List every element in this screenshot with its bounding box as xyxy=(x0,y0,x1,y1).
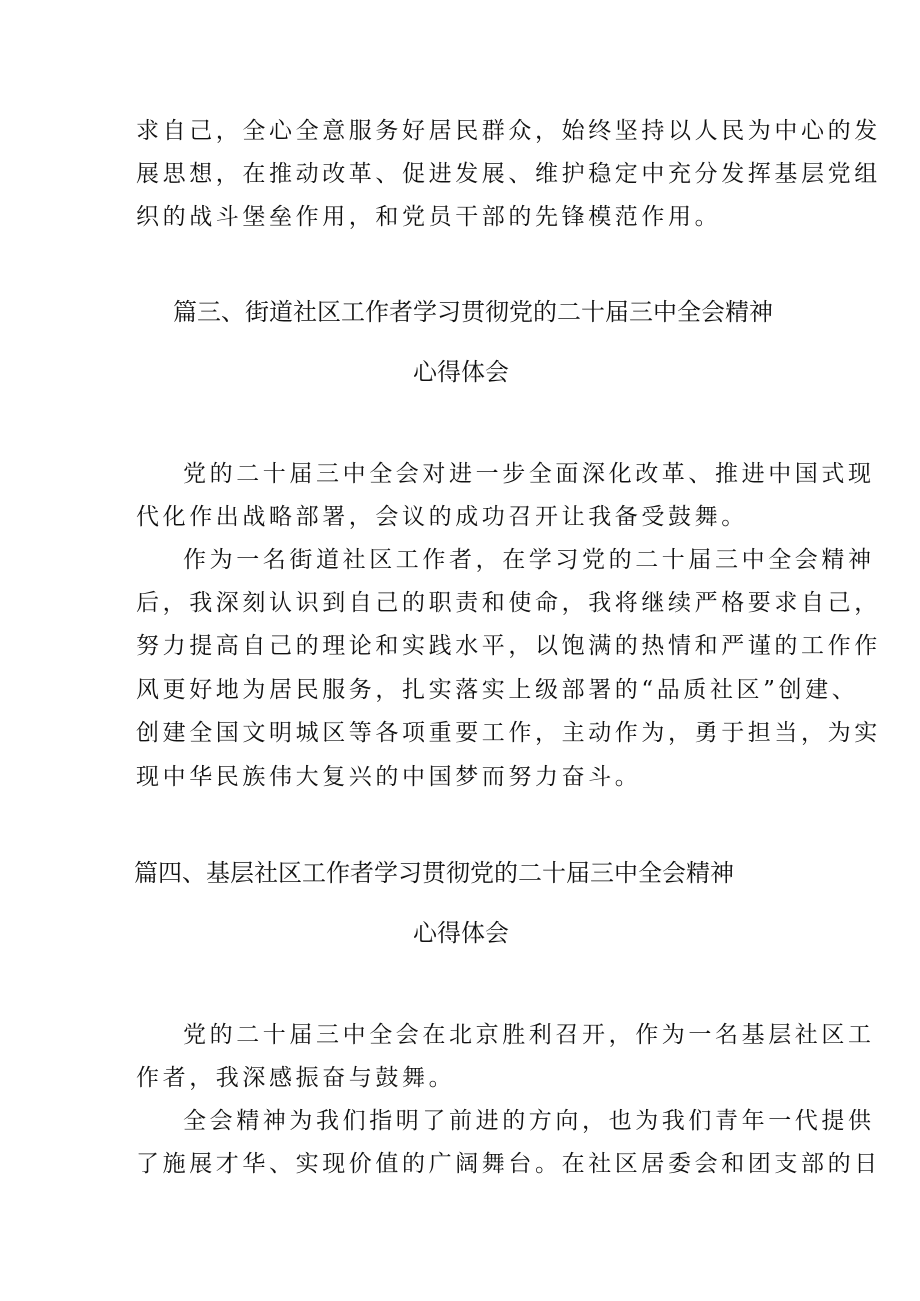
paragraph-line: 现中华民族伟大复兴的中国梦而努力奋斗。 xyxy=(136,764,642,790)
paragraph-line: 作为一名街道社区工作者，在学习党的二十届三中全会精神 xyxy=(183,547,875,573)
section-3-subtitle: 心得体会 xyxy=(413,358,509,386)
paragraph-line: 党的二十届三中全会在北京胜利召开，作为一名基层社区工 xyxy=(183,1022,875,1048)
paragraph-line: 风更好地为居民服务，扎实落实上级部署的“品质社区”创建、 xyxy=(136,677,859,703)
paragraph-line: 求自己，全心全意服务好居民群众，始终坚持以人民为中心的发 xyxy=(136,118,881,144)
paragraph-line: 党的二十届三中全会对进一步全面深化改革、推进中国式现 xyxy=(183,461,875,487)
paragraph-line: 全会精神为我们指明了前进的方向，也为我们青年一代提供 xyxy=(183,1108,875,1134)
paragraph-line: 作者，我深感振奋与鼓舞。 xyxy=(136,1065,456,1091)
section-3-title: 篇三、街道社区工作者学习贯彻党的二十届三中全会精神 xyxy=(173,298,773,326)
paragraph-line: 努力提高自己的理论和实践水平，以饱满的热情和严谨的工作作 xyxy=(136,633,881,659)
paragraph-line: 代化作出战略部署，会议的成功召开让我备受鼓舞。 xyxy=(136,504,748,530)
paragraph-line: 创建全国文明城区等各项重要工作，主动作为，勇于担当，为实 xyxy=(136,720,881,746)
section-4-subtitle: 心得体会 xyxy=(413,919,509,947)
paragraph-line: 后，我深刻认识到自己的职责和使命，我将继续严格要求自己， xyxy=(136,590,881,616)
paragraph-line: 展思想，在推动改革、促进发展、维护稳定中充分发挥基层党组 xyxy=(136,161,881,187)
paragraph-line: 了施展才华、实现价值的广阔舞台。在社区居委会和团支部的日 xyxy=(136,1151,881,1177)
section-4-title: 篇四、基层社区工作者学习贯彻党的二十届三中全会精神 xyxy=(134,859,734,887)
paragraph-line: 织的战斗堡垒作用，和党员干部的先锋模范作用。 xyxy=(136,204,722,230)
